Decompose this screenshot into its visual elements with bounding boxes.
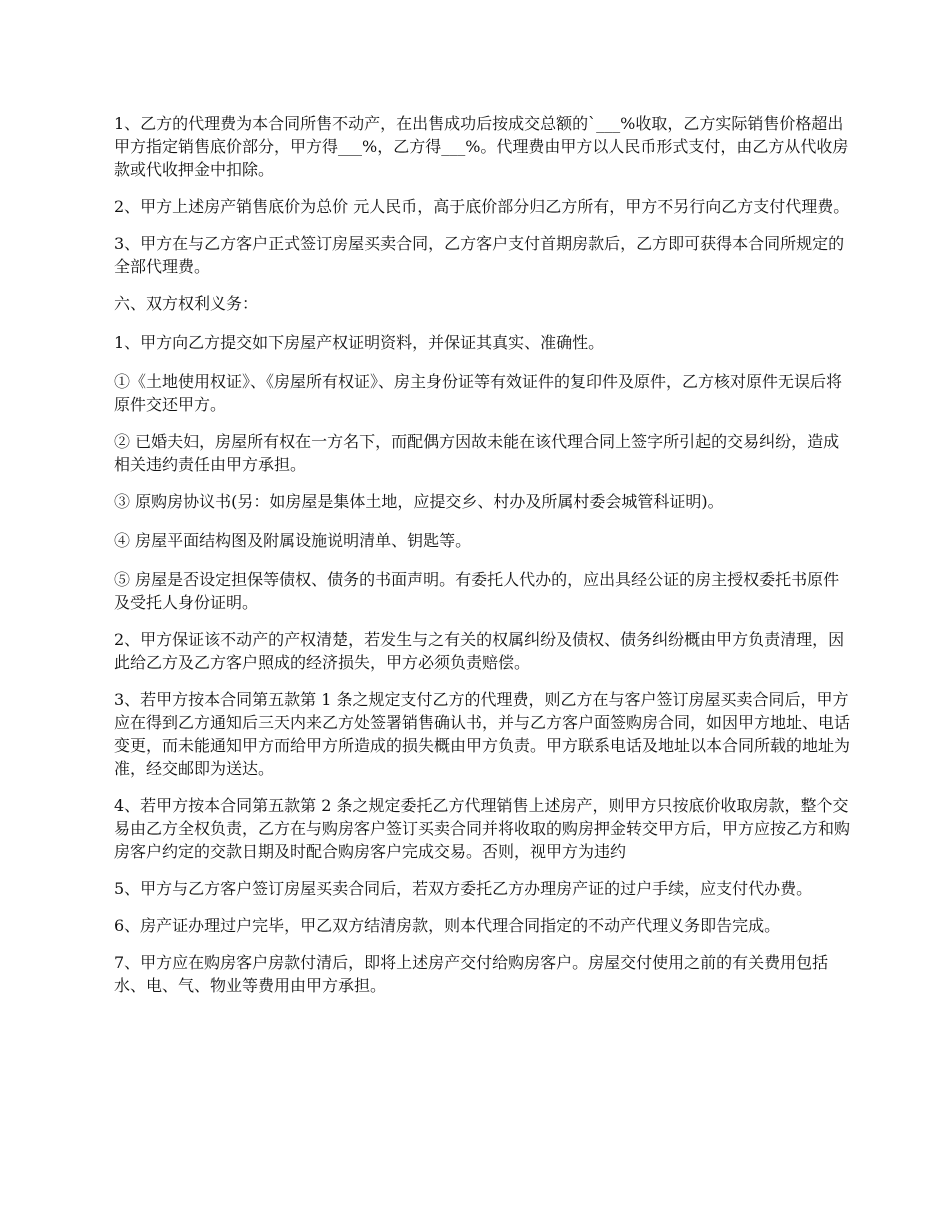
- list-item-certificates: ①《土地使用权证》、《房屋所有权证》、房主身份证等有效证件的复印件及原件，乙方核对原件无误后将原件交还甲方。: [114, 372, 843, 414]
- paragraph-fee-timing: 3、甲方在与乙方客户正式签订房屋买卖合同，乙方客户支付首期房款后，乙方即可获得本合同所规定的全部代理费。: [114, 234, 845, 276]
- list-item-debt-statement: ⑤ 房屋是否设定担保等债权、债务的书面声明。有委托人代办的，应出具经公证的房主授权委托书原件及受托人身份证明。: [114, 570, 840, 612]
- paragraph-base-price: 2、甲方上述房产销售底价为总价 元人民币，高于底价部分归乙方所有，甲方不另行向乙方支付代理费。: [114, 197, 850, 216]
- section-heading-rights: 六、双方权利义务：: [114, 294, 259, 313]
- paragraph-clause-3: 3、若甲方按本合同第五款第 1 条之规定支付乙方的代理费，则乙方在与客户签订房屋买卖合同后，甲方应在得到乙方通知后三天内来乙方处签署销售确认书，并与乙方客户面签购房合同，如因甲方地址、电话变更，而未能通知甲方而给甲方所造成的损失概由甲方负责。甲方联系电话及地址以本合同所载的地址为准，经交邮即为送达。: [114, 690, 851, 778]
- paragraph-fee-rate: 1、乙方的代理费为本合同所售不动产，在出售成功后按成交总额的`___%收取，乙方实际销售价格超出甲方指定销售底价部分，甲方得___%，乙方得___%。代理费由甲方以人民币形式支付，由乙方从代收房款或代收押金中扣除。: [114, 114, 849, 179]
- paragraph-title-guarantee: 2、甲方保证该不动产的产权清楚，若发生与之有关的权属纠纷及债权、债务纠纷概由甲方负责清理，因此给乙方及乙方客户照成的经济损失，甲方必须负责赔偿。: [114, 630, 845, 672]
- list-item-floor-plan: ④ 房屋平面结构图及附属设施说明清单、钥匙等。: [114, 531, 472, 550]
- paragraph-clause-7: 7、甲方应在购房客户房款付清后，即将上述房产交付给购房客户。房屋交付使用之前的有关费用包括水、电、气、物业等费用由甲方承担。: [114, 953, 829, 995]
- paragraph-clause-5: 5、甲方与乙方客户签订房屋买卖合同后，若双方委托乙方办理房产证的过户手续，应支付代办费。: [114, 879, 813, 898]
- paragraph-clause-4: 4、若甲方按本合同第五款第 2 条之规定委托乙方代理销售上述房产，则甲方只按底价收取房款，整个交易由乙方全权负责，乙方在与购房客户签订买卖合同并将收取的购房押金转交甲方后，甲方应按乙方和购房客户约定的交款日期及时配合购房客户完成交易。否则，视甲方为违约: [114, 796, 851, 861]
- list-item-married-couple: ② 已婚夫妇，房屋所有权在一方名下，而配偶方因故未能在该代理合同上签字所引起的交易纠纷，造成相关违约责任由甲方承担。: [114, 432, 840, 474]
- paragraph-ownership-docs: 1、甲方向乙方提交如下房屋产权证明资料，并保证其真实、准确性。: [114, 333, 605, 352]
- document-page: [114, 112, 854, 1011]
- paragraph-clause-6: 6、房产证办理过户完毕，甲乙双方结清房款，则本代理合同指定的不动产代理义务即告完成。: [114, 916, 781, 935]
- list-item-purchase-agreement: ③ 原购房协议书(另：如房屋是集体土地，应提交乡、村办及所属村委会城管科证明)。: [114, 492, 724, 511]
